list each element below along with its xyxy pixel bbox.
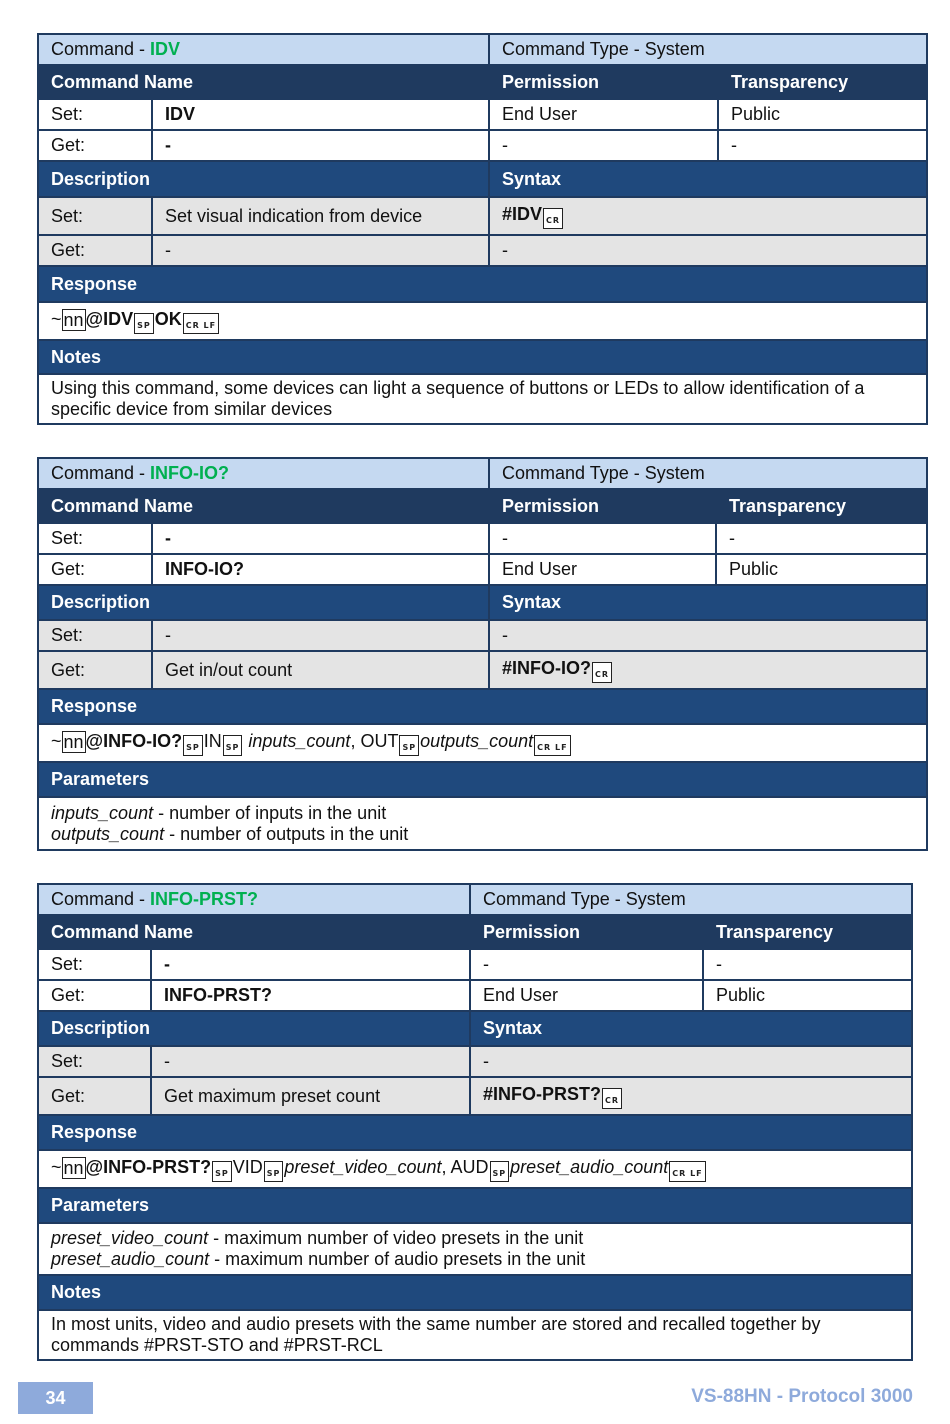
set-label: Set:: [38, 197, 152, 235]
header-parameters: Parameters: [38, 1188, 912, 1223]
set-transparency: Public: [718, 99, 927, 130]
sp-symbol: SP: [490, 1161, 510, 1182]
set-label: Set:: [38, 523, 152, 554]
set-transparency: -: [703, 949, 912, 980]
get-description: Get maximum preset count: [151, 1077, 470, 1115]
header-response: Response: [38, 689, 927, 724]
header-permission: Permission: [489, 65, 718, 99]
header-syntax: Syntax: [470, 1011, 912, 1046]
command-name-highlight: IDV: [150, 39, 181, 59]
get-permission: -: [489, 130, 718, 161]
set-label: Set:: [38, 1046, 151, 1077]
get-syntax: #INFO-PRST? CR: [470, 1077, 912, 1115]
header-command-name: Command Name: [38, 65, 489, 99]
set-description: -: [152, 620, 489, 651]
crlf-symbol: CR LF: [183, 313, 219, 334]
command-table-idv: [37, 33, 928, 425]
header-transparency: Transparency: [703, 915, 912, 949]
header-parameters: Parameters: [38, 762, 927, 797]
get-label: Get:: [38, 651, 152, 689]
cr-symbol: CR: [602, 1088, 622, 1109]
get-label: Get:: [38, 235, 152, 266]
command-type: Command Type - System: [470, 884, 912, 915]
header-transparency: Transparency: [716, 489, 927, 523]
header-notes: Notes: [38, 340, 927, 374]
header-description: Description: [38, 585, 489, 620]
get-syntax: -: [489, 235, 927, 266]
set-command-name: -: [152, 523, 489, 554]
header-transparency: Transparency: [718, 65, 927, 99]
page-number: 34: [18, 1382, 93, 1414]
get-command-name: INFO-PRST?: [151, 980, 470, 1011]
header-command-name: Command Name: [38, 915, 470, 949]
command-type: Command Type - System: [489, 34, 927, 65]
header-response: Response: [38, 266, 927, 302]
header-description: Description: [38, 1011, 470, 1046]
set-description: Set visual indication from device: [152, 197, 489, 235]
set-permission: -: [489, 523, 716, 554]
set-permission: -: [470, 949, 703, 980]
get-transparency: -: [718, 130, 927, 161]
set-label: Set:: [38, 949, 151, 980]
command-title: Command - INFO-PRST?: [38, 884, 470, 915]
get-command-name: -: [152, 130, 489, 161]
get-transparency: Public: [703, 980, 912, 1011]
get-description: Get in/out count: [152, 651, 489, 689]
parameter-item: preset_video_count - maximum number of video presets in the unit: [51, 1228, 584, 1248]
header-response: Response: [38, 1115, 912, 1150]
parameter-item: outputs_count - number of outputs in the unit: [51, 823, 409, 844]
sp-symbol: SP: [183, 735, 203, 756]
header-notes: Notes: [38, 1275, 912, 1310]
set-syntax: -: [489, 620, 927, 651]
parameters-text: [38, 797, 927, 850]
get-label: Get:: [38, 554, 152, 585]
get-label: Get:: [38, 1077, 151, 1115]
notes-text: In most units, video and audio presets with the same number are stored and recalled together by commands #PRST-STO and #PRST-RCL: [38, 1310, 912, 1360]
parameter-item: preset_audio_count - maximum number of audio presets in the unit: [51, 1249, 586, 1269]
header-syntax: Syntax: [489, 161, 927, 197]
header-permission: Permission: [489, 489, 716, 523]
command-name-highlight: INFO-IO?: [150, 463, 230, 483]
command-table-info-io: [37, 457, 928, 851]
sp-symbol: SP: [223, 735, 243, 756]
sp-symbol: SP: [264, 1161, 284, 1182]
get-description: -: [152, 235, 489, 266]
cr-symbol: CR: [592, 662, 612, 683]
sp-symbol: SP: [212, 1161, 232, 1182]
set-label: Set:: [38, 99, 152, 130]
nn-box: nn: [63, 309, 84, 330]
command-type: Command Type - System: [489, 458, 927, 489]
parameter-item: inputs_count - number of inputs in the unit: [51, 802, 387, 823]
get-syntax: #INFO-IO? CR: [489, 651, 927, 689]
notes-text: Using this command, some devices can light a sequence of buttons or LEDs to allow identification of a specific device from similar devices: [38, 374, 927, 424]
command-name-highlight: INFO-PRST?: [150, 889, 259, 909]
sp-symbol: SP: [399, 735, 419, 756]
get-permission: End User: [489, 554, 716, 585]
header-syntax: Syntax: [489, 585, 927, 620]
header-permission: Permission: [470, 915, 703, 949]
get-label: Get:: [38, 980, 151, 1011]
response-text: ~ nn @INFO-IO? SP IN SP inputs_count, OUT SP outputs_count CR LF: [38, 724, 927, 762]
command-title: Command - IDV: [38, 34, 489, 65]
set-command-name: -: [151, 949, 470, 980]
crlf-symbol: CR LF: [534, 735, 570, 756]
set-command-name: IDV: [152, 99, 489, 130]
get-label: Get:: [38, 130, 152, 161]
nn-box: nn: [63, 731, 84, 752]
cr-symbol: CR: [543, 208, 563, 229]
command-title: Command - INFO-IO?: [38, 458, 489, 489]
crlf-symbol: CR LF: [669, 1161, 705, 1182]
get-command-name: INFO-IO?: [152, 554, 489, 585]
set-description: -: [151, 1046, 470, 1077]
nn-box: nn: [63, 1157, 84, 1178]
document-title: VS-88HN - Protocol 3000: [691, 1386, 913, 1407]
header-description: Description: [38, 161, 489, 197]
sp-symbol: SP: [134, 313, 154, 334]
set-label: Set:: [38, 620, 152, 651]
get-transparency: Public: [716, 554, 927, 585]
set-syntax: #IDV CR: [489, 197, 927, 235]
set-transparency: -: [716, 523, 927, 554]
parameters-text: [38, 1223, 912, 1275]
header-command-name: Command Name: [38, 489, 489, 523]
get-permission: End User: [470, 980, 703, 1011]
response-text: ~ nn @INFO-PRST? SP VID SP preset_video_count, AUD SP preset_audio_count CR LF: [38, 1150, 912, 1188]
set-permission: End User: [489, 99, 718, 130]
set-syntax: -: [470, 1046, 912, 1077]
command-table-info-prst: [37, 883, 913, 1361]
response-text: ~ nn @IDV SP OK CR LF: [38, 302, 927, 340]
